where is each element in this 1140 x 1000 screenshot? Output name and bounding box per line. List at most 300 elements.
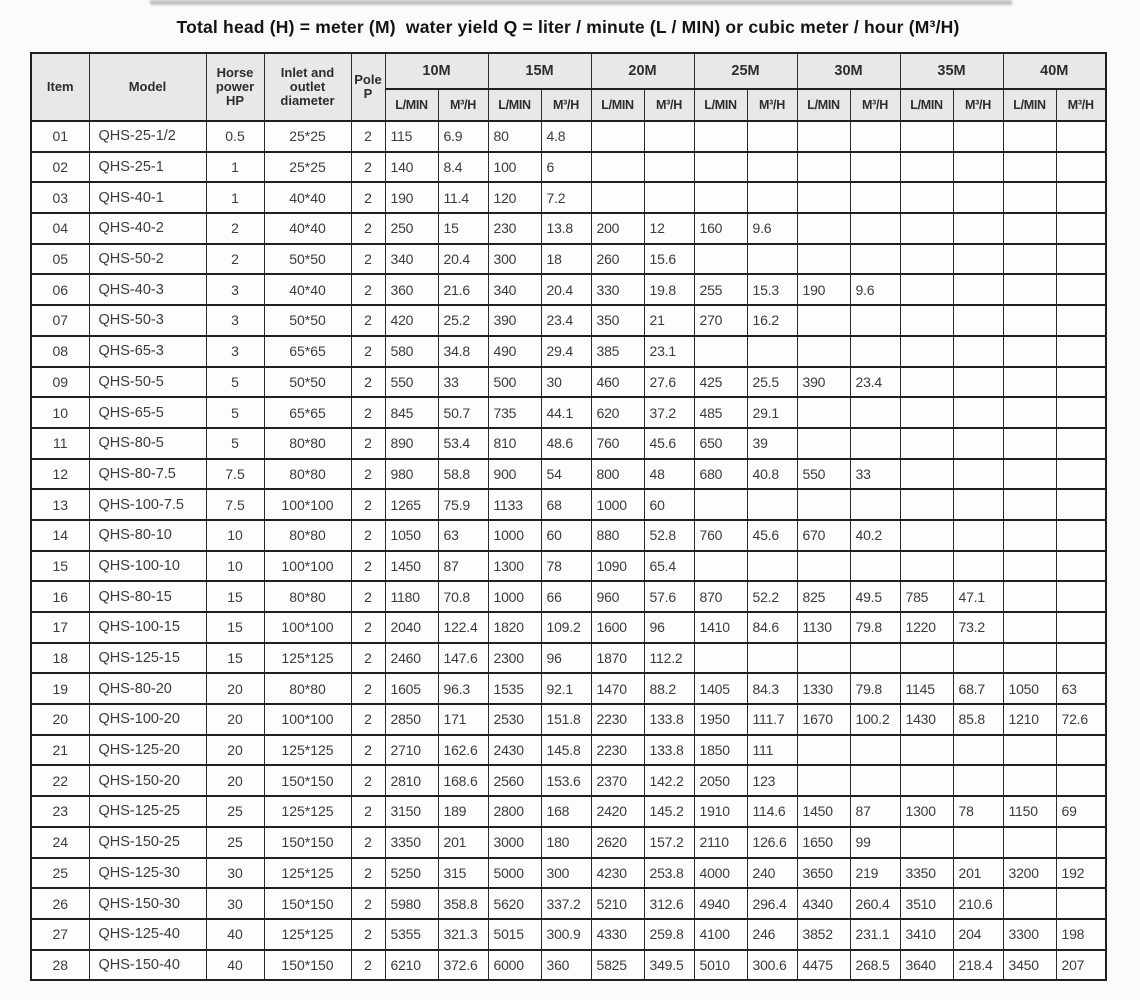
cell-m3h-40m: [1056, 765, 1106, 796]
cell-item: 02: [31, 152, 89, 183]
cell-pole: 2: [351, 581, 385, 612]
cell-m3h-40m: [1056, 489, 1106, 520]
cell-lmin-25m: 1410: [694, 612, 747, 643]
cell-m3h-20m: [644, 121, 694, 152]
col-header-item: Item: [31, 53, 89, 121]
cell-pole: 2: [351, 950, 385, 981]
cell-m3h-30m: [850, 551, 900, 582]
cell-m3h-15m: 4.8: [541, 121, 591, 152]
cell-model: QHS-80-7.5: [89, 459, 206, 490]
cell-m3h-30m: 79.8: [850, 673, 900, 704]
cell-lmin-30m: [797, 397, 850, 428]
cell-lmin-15m: 735: [488, 397, 541, 428]
cell-lmin-15m: 2530: [488, 704, 541, 735]
cell-model: QHS-150-40: [89, 950, 206, 981]
head-group-25m: 25M: [694, 53, 797, 89]
cell-m3h-10m: 87: [438, 551, 488, 582]
table-row: [31, 827, 1106, 858]
cell-item: 11: [31, 428, 89, 459]
cell-hp: 0.5: [206, 121, 264, 152]
cell-lmin-30m: 190: [797, 274, 850, 305]
cell-lmin-25m: 1950: [694, 704, 747, 735]
cell-lmin-25m: 650: [694, 428, 747, 459]
cell-diameter: 125*125: [264, 735, 351, 766]
cell-lmin-30m: [797, 765, 850, 796]
cell-m3h-40m: [1056, 336, 1106, 367]
table-header: [31, 53, 1106, 121]
cell-lmin-20m: 880: [591, 520, 644, 551]
cell-lmin-20m: [591, 152, 644, 183]
cell-lmin-40m: 3200: [1003, 858, 1056, 889]
cell-item: 05: [31, 244, 89, 275]
cell-item: 28: [31, 950, 89, 981]
cell-lmin-40m: [1003, 459, 1056, 490]
col-header-diameter: Inlet and outlet diameter: [264, 53, 351, 121]
cell-hp: 3: [206, 274, 264, 305]
cell-pole: 2: [351, 643, 385, 674]
cell-pole: 2: [351, 336, 385, 367]
cell-model: QHS-80-15: [89, 581, 206, 612]
cell-lmin-15m: 5620: [488, 888, 541, 919]
cell-lmin-15m: 1133: [488, 489, 541, 520]
cell-m3h-35m: [953, 827, 1003, 858]
cell-diameter: 125*125: [264, 643, 351, 674]
cell-m3h-40m: 192: [1056, 858, 1106, 889]
cell-lmin-35m: [900, 643, 953, 674]
cell-pole: 2: [351, 551, 385, 582]
cell-lmin-35m: 3510: [900, 888, 953, 919]
cell-lmin-25m: 4000: [694, 858, 747, 889]
cell-lmin-10m: 5250: [385, 858, 438, 889]
cell-m3h-15m: 300.9: [541, 919, 591, 950]
cell-lmin-25m: 2110: [694, 827, 747, 858]
cell-hp: 15: [206, 581, 264, 612]
cell-lmin-25m: 1910: [694, 796, 747, 827]
cell-pole: 2: [351, 459, 385, 490]
cell-m3h-10m: 122.4: [438, 612, 488, 643]
cell-lmin-15m: 2560: [488, 765, 541, 796]
cell-lmin-10m: 2810: [385, 765, 438, 796]
cell-m3h-15m: 78: [541, 551, 591, 582]
cell-diameter: 125*125: [264, 919, 351, 950]
cell-hp: 20: [206, 735, 264, 766]
cell-lmin-40m: [1003, 121, 1056, 152]
cell-m3h-20m: 157.2: [644, 827, 694, 858]
cell-m3h-25m: [747, 244, 797, 275]
cell-m3h-10m: 201: [438, 827, 488, 858]
cell-lmin-15m: 120: [488, 182, 541, 213]
cell-pole: 2: [351, 305, 385, 336]
cell-diameter: 125*125: [264, 858, 351, 889]
cell-model: QHS-25-1: [89, 152, 206, 183]
cell-lmin-10m: 190: [385, 182, 438, 213]
cell-m3h-35m: [953, 213, 1003, 244]
cell-m3h-35m: 218.4: [953, 950, 1003, 981]
cell-m3h-25m: 39: [747, 428, 797, 459]
cell-m3h-10m: 53.4: [438, 428, 488, 459]
cell-lmin-10m: 1180: [385, 581, 438, 612]
cell-lmin-35m: 1145: [900, 673, 953, 704]
cell-hp: 1: [206, 152, 264, 183]
cell-pole: 2: [351, 858, 385, 889]
cell-model: QHS-50-2: [89, 244, 206, 275]
cell-lmin-10m: 6210: [385, 950, 438, 981]
cell-m3h-35m: [953, 551, 1003, 582]
cell-m3h-35m: [953, 367, 1003, 398]
sub-header-lmin-20m: L/MIN: [591, 89, 644, 121]
cell-hp: 25: [206, 796, 264, 827]
cell-m3h-20m: 37.2: [644, 397, 694, 428]
cell-hp: 3: [206, 336, 264, 367]
cell-lmin-25m: [694, 244, 747, 275]
cell-m3h-25m: 111: [747, 735, 797, 766]
cell-m3h-10m: 8.4: [438, 152, 488, 183]
cell-m3h-25m: 84.3: [747, 673, 797, 704]
cell-lmin-35m: [900, 489, 953, 520]
cell-m3h-35m: [953, 336, 1003, 367]
cell-lmin-25m: [694, 489, 747, 520]
cell-m3h-10m: 11.4: [438, 182, 488, 213]
cell-m3h-10m: 21.6: [438, 274, 488, 305]
cell-m3h-20m: 60: [644, 489, 694, 520]
cell-m3h-40m: 207: [1056, 950, 1106, 981]
cell-lmin-30m: [797, 121, 850, 152]
table-row: [31, 919, 1106, 950]
cell-diameter: 80*80: [264, 459, 351, 490]
cell-m3h-10m: 168.6: [438, 765, 488, 796]
cell-hp: 5: [206, 428, 264, 459]
cell-model: QHS-50-3: [89, 305, 206, 336]
cell-lmin-20m: 5210: [591, 888, 644, 919]
cell-lmin-15m: 2800: [488, 796, 541, 827]
table-body: [31, 121, 1106, 980]
cell-lmin-35m: [900, 459, 953, 490]
table-row: [31, 673, 1106, 704]
cell-pole: 2: [351, 888, 385, 919]
cell-lmin-40m: [1003, 735, 1056, 766]
cell-m3h-40m: 69: [1056, 796, 1106, 827]
header-row-groups: [31, 53, 1106, 89]
cell-m3h-35m: [953, 274, 1003, 305]
cell-hp: 2: [206, 213, 264, 244]
cell-lmin-30m: [797, 213, 850, 244]
cell-m3h-10m: 63: [438, 520, 488, 551]
cell-m3h-25m: [747, 152, 797, 183]
cell-m3h-10m: 20.4: [438, 244, 488, 275]
cell-item: 12: [31, 459, 89, 490]
cell-m3h-20m: 312.6: [644, 888, 694, 919]
cell-m3h-15m: 68: [541, 489, 591, 520]
cell-lmin-20m: 260: [591, 244, 644, 275]
cell-lmin-30m: [797, 182, 850, 213]
cell-lmin-25m: 1405: [694, 673, 747, 704]
cell-lmin-30m: [797, 244, 850, 275]
sub-header-m3h-10m: M³/H: [438, 89, 488, 121]
cell-m3h-25m: [747, 551, 797, 582]
cell-lmin-25m: 870: [694, 581, 747, 612]
cell-lmin-25m: [694, 121, 747, 152]
cell-m3h-25m: [747, 121, 797, 152]
cell-item: 23: [31, 796, 89, 827]
cell-diameter: 40*40: [264, 182, 351, 213]
cell-m3h-15m: 48.6: [541, 428, 591, 459]
cell-lmin-30m: 3650: [797, 858, 850, 889]
cell-item: 03: [31, 182, 89, 213]
table-title: Total head (H) = meter (M) water yield Q = liter / minute (L / MIN) or cubic meter / hour (M³/H): [176, 17, 960, 37]
cell-hp: 30: [206, 888, 264, 919]
cell-m3h-25m: 25.5: [747, 367, 797, 398]
cell-lmin-35m: 1430: [900, 704, 953, 735]
cell-m3h-40m: [1056, 305, 1106, 336]
cell-m3h-40m: [1056, 459, 1106, 490]
cell-m3h-20m: 88.2: [644, 673, 694, 704]
cell-m3h-30m: 100.2: [850, 704, 900, 735]
cell-item: 21: [31, 735, 89, 766]
cell-diameter: 40*40: [264, 274, 351, 305]
cell-lmin-30m: [797, 643, 850, 674]
cell-lmin-30m: 1130: [797, 612, 850, 643]
cell-lmin-25m: 680: [694, 459, 747, 490]
cell-m3h-25m: 15.3: [747, 274, 797, 305]
head-group-30m: 30M: [797, 53, 900, 89]
cell-m3h-40m: [1056, 244, 1106, 275]
cell-pole: 2: [351, 182, 385, 213]
cell-diameter: 80*80: [264, 581, 351, 612]
cell-m3h-25m: 16.2: [747, 305, 797, 336]
cell-m3h-10m: 147.6: [438, 643, 488, 674]
cell-hp: 30: [206, 858, 264, 889]
cell-m3h-35m: [953, 489, 1003, 520]
cell-model: QHS-125-40: [89, 919, 206, 950]
cell-lmin-35m: 3410: [900, 919, 953, 950]
cell-lmin-10m: 2850: [385, 704, 438, 735]
cell-hp: 5: [206, 367, 264, 398]
cell-item: 07: [31, 305, 89, 336]
cell-lmin-20m: 800: [591, 459, 644, 490]
cell-m3h-40m: 63: [1056, 673, 1106, 704]
cell-m3h-35m: 47.1: [953, 581, 1003, 612]
cell-m3h-25m: 9.6: [747, 213, 797, 244]
cell-m3h-30m: [850, 121, 900, 152]
sub-header-m3h-15m: M³/H: [541, 89, 591, 121]
cell-lmin-20m: 460: [591, 367, 644, 398]
table-row: [31, 643, 1106, 674]
cell-lmin-40m: [1003, 274, 1056, 305]
cell-m3h-20m: 15.6: [644, 244, 694, 275]
cell-m3h-30m: [850, 643, 900, 674]
sub-header-lmin-25m: L/MIN: [694, 89, 747, 121]
cell-lmin-30m: 825: [797, 581, 850, 612]
cell-m3h-30m: [850, 182, 900, 213]
cell-m3h-25m: 40.8: [747, 459, 797, 490]
cell-lmin-30m: 4340: [797, 888, 850, 919]
cell-m3h-30m: 79.8: [850, 612, 900, 643]
cell-lmin-40m: 1150: [1003, 796, 1056, 827]
cell-lmin-40m: [1003, 367, 1056, 398]
cell-m3h-30m: 49.5: [850, 581, 900, 612]
cell-m3h-40m: [1056, 397, 1106, 428]
cell-diameter: 50*50: [264, 244, 351, 275]
cell-hp: 25: [206, 827, 264, 858]
cell-lmin-40m: 1050: [1003, 673, 1056, 704]
cell-lmin-25m: [694, 551, 747, 582]
sub-header-lmin-30m: L/MIN: [797, 89, 850, 121]
cell-m3h-15m: 6: [541, 152, 591, 183]
cell-lmin-10m: 2460: [385, 643, 438, 674]
cell-hp: 7.5: [206, 459, 264, 490]
cell-m3h-30m: 9.6: [850, 274, 900, 305]
cell-hp: 40: [206, 950, 264, 981]
cell-lmin-10m: 1265: [385, 489, 438, 520]
cell-hp: 20: [206, 765, 264, 796]
cell-m3h-20m: 21: [644, 305, 694, 336]
cell-lmin-10m: 550: [385, 367, 438, 398]
cell-lmin-30m: 1450: [797, 796, 850, 827]
cell-lmin-10m: 5980: [385, 888, 438, 919]
cell-lmin-10m: 3350: [385, 827, 438, 858]
cell-lmin-10m: 580: [385, 336, 438, 367]
cell-diameter: 150*150: [264, 827, 351, 858]
cell-pole: 2: [351, 244, 385, 275]
cell-lmin-25m: 485: [694, 397, 747, 428]
cell-item: 17: [31, 612, 89, 643]
cell-hp: 2: [206, 244, 264, 275]
cell-lmin-35m: [900, 827, 953, 858]
cell-m3h-20m: 133.8: [644, 735, 694, 766]
cell-pole: 2: [351, 796, 385, 827]
cell-m3h-25m: [747, 489, 797, 520]
cell-m3h-35m: 73.2: [953, 612, 1003, 643]
cell-model: QHS-125-30: [89, 858, 206, 889]
cell-m3h-10m: 75.9: [438, 489, 488, 520]
cell-pole: 2: [351, 121, 385, 152]
cell-pole: 2: [351, 213, 385, 244]
cell-model: QHS-100-7.5: [89, 489, 206, 520]
cell-m3h-20m: 349.5: [644, 950, 694, 981]
cell-m3h-25m: [747, 643, 797, 674]
cell-lmin-20m: 330: [591, 274, 644, 305]
cell-lmin-40m: [1003, 643, 1056, 674]
cell-model: QHS-25-1/2: [89, 121, 206, 152]
cell-lmin-15m: 1000: [488, 520, 541, 551]
cell-m3h-25m: 123: [747, 765, 797, 796]
cell-m3h-10m: 6.9: [438, 121, 488, 152]
cell-lmin-30m: 550: [797, 459, 850, 490]
cell-lmin-25m: 1850: [694, 735, 747, 766]
cell-lmin-40m: [1003, 305, 1056, 336]
cell-m3h-30m: [850, 489, 900, 520]
cell-m3h-10m: 34.8: [438, 336, 488, 367]
cell-m3h-15m: 66: [541, 581, 591, 612]
cell-model: QHS-125-15: [89, 643, 206, 674]
cell-hp: 7.5: [206, 489, 264, 520]
cell-m3h-15m: 337.2: [541, 888, 591, 919]
cell-m3h-35m: [953, 643, 1003, 674]
cell-lmin-30m: [797, 428, 850, 459]
cell-model: QHS-125-20: [89, 735, 206, 766]
cell-m3h-25m: 114.6: [747, 796, 797, 827]
cell-diameter: 100*100: [264, 489, 351, 520]
cell-lmin-15m: 1820: [488, 612, 541, 643]
cell-lmin-15m: 3000: [488, 827, 541, 858]
cell-lmin-35m: [900, 305, 953, 336]
cell-lmin-20m: 350: [591, 305, 644, 336]
cell-diameter: 50*50: [264, 367, 351, 398]
cell-pole: 2: [351, 673, 385, 704]
cell-m3h-35m: [953, 397, 1003, 428]
table-row: [31, 182, 1106, 213]
cell-model: QHS-150-25: [89, 827, 206, 858]
cell-lmin-40m: [1003, 489, 1056, 520]
cell-m3h-25m: 240: [747, 858, 797, 889]
cell-item: 19: [31, 673, 89, 704]
cell-m3h-20m: 142.2: [644, 765, 694, 796]
cell-m3h-20m: 133.8: [644, 704, 694, 735]
sub-header-m3h-30m: M³/H: [850, 89, 900, 121]
cell-m3h-30m: [850, 213, 900, 244]
cell-m3h-15m: 96: [541, 643, 591, 674]
cell-lmin-40m: 3450: [1003, 950, 1056, 981]
cell-lmin-20m: 760: [591, 428, 644, 459]
cell-m3h-30m: 23.4: [850, 367, 900, 398]
cell-lmin-40m: [1003, 152, 1056, 183]
cell-m3h-10m: 70.8: [438, 581, 488, 612]
cell-lmin-40m: [1003, 244, 1056, 275]
cell-m3h-15m: 29.4: [541, 336, 591, 367]
cell-pole: 2: [351, 612, 385, 643]
cell-m3h-25m: 84.6: [747, 612, 797, 643]
cell-lmin-15m: 100: [488, 152, 541, 183]
cell-diameter: 65*65: [264, 397, 351, 428]
cell-pole: 2: [351, 827, 385, 858]
cell-m3h-40m: 72.6: [1056, 704, 1106, 735]
cell-item: 27: [31, 919, 89, 950]
table-row: [31, 336, 1106, 367]
col-header-hp: Horse power HP: [206, 53, 264, 121]
cell-m3h-40m: [1056, 152, 1106, 183]
table-row: [31, 950, 1106, 981]
sub-header-m3h-40m: M³/H: [1056, 89, 1106, 121]
cell-m3h-35m: [953, 121, 1003, 152]
cell-diameter: 150*150: [264, 950, 351, 981]
pump-spec-table: [30, 52, 1107, 981]
cell-lmin-20m: 1870: [591, 643, 644, 674]
head-group-35m: 35M: [900, 53, 1003, 89]
cell-m3h-40m: [1056, 520, 1106, 551]
cell-lmin-10m: 2710: [385, 735, 438, 766]
table-row: [31, 428, 1106, 459]
cell-lmin-40m: [1003, 213, 1056, 244]
cell-m3h-20m: 145.2: [644, 796, 694, 827]
cell-diameter: 50*50: [264, 305, 351, 336]
cell-lmin-40m: [1003, 428, 1056, 459]
cell-lmin-35m: [900, 152, 953, 183]
head-group-40m: 40M: [1003, 53, 1106, 89]
cell-m3h-35m: [953, 305, 1003, 336]
cell-lmin-20m: [591, 121, 644, 152]
table-row: [31, 121, 1106, 152]
cell-lmin-30m: 390: [797, 367, 850, 398]
cell-diameter: 80*80: [264, 673, 351, 704]
cell-m3h-35m: [953, 244, 1003, 275]
cell-hp: 20: [206, 673, 264, 704]
cell-model: QHS-100-20: [89, 704, 206, 735]
cell-model: QHS-80-5: [89, 428, 206, 459]
cell-item: 20: [31, 704, 89, 735]
table-row: [31, 305, 1106, 336]
cell-m3h-40m: [1056, 367, 1106, 398]
cell-m3h-10m: 171: [438, 704, 488, 735]
